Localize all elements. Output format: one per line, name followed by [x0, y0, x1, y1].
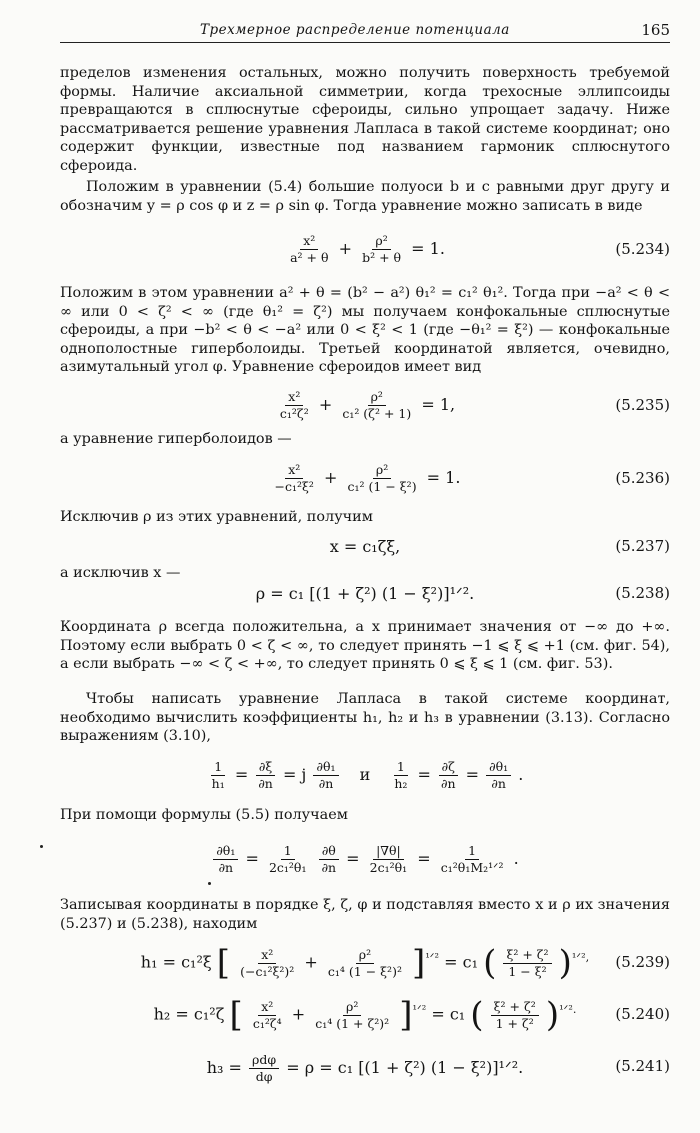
- equation-5-238: ρ = c₁ [(1 + ζ²) (1 − ξ²)]¹ᐟ².: [255, 583, 475, 603]
- fraction: $\frac{\text{x²}}{\text{c₁²ζ²}}$: [279, 388, 309, 421]
- running-header: [60, 20, 670, 43]
- fraction: $\frac{1}{\text{h₂}}$: [394, 758, 408, 791]
- equation-number: (5.235): [615, 396, 670, 414]
- paragraph-5: Исключив ρ из этих уравнений, получим: [60, 509, 373, 525]
- fraction: 1 c₁²θ₁M₂¹ᐟ²: [440, 842, 504, 875]
- equation-5-240: h₂ = c₁²ζ [ $\frac{\text{x²}}{\text{c₁²ζ⁴}}$ + $\frac{\text{ρ²}}{\text{c₁⁴ (1 + ζ²)²}}$ ]$^{^1ᐟ^2}$ = c₁ ( $\frac{\text{ξ² + ζ²}}{\text{1 + ζ²}}$ )$^{^1ᐟ^2.}$: [153, 995, 577, 1035]
- fraction: $\frac{\text{∂θ₁}}{\partial n}$: [486, 759, 511, 792]
- equation-number: (5.239): [615, 953, 670, 971]
- paragraph-2: Положим в уравнении (5.4) большие полуоси b и c равными друг другу и обозначим y = ρ cos φ и z = ρ sin φ. Тогда уравнение можно записать в виде: [60, 179, 670, 214]
- paragraph-9: При помощи формулы (5.5) получаем: [60, 807, 348, 823]
- running-header-title: Трехмерное распределение потенциала: [200, 22, 510, 38]
- fraction: $\frac{\text{ρ²}}{\text{c₁⁴ (1 − ξ²)²}}$: [327, 946, 402, 979]
- page-number: 165: [641, 21, 670, 39]
- fraction: $\frac{\text{∂θ₁}}{\partial n}$: [213, 843, 238, 876]
- fraction: $\frac{\text{ρ²}}{\text{b² + θ}}$: [362, 232, 402, 265]
- fraction: $\frac{1}{\text{h₁}}$: [211, 758, 225, 791]
- fraction: $\frac{\partial\zeta}{\partial n}$: [438, 759, 459, 792]
- paragraph-3: Положим в этом уравнении a² + θ = (b² − a²) θ₁² = c₁² θ₁². Тогда при −a² < θ < ∞ или 0 < ζ² < ∞ (где θ₁² = ζ²) мы получаем конфокальные сплюснутые сфероиды, а при −b² < θ < −a² или 0 < ξ² < 1 (где −θ₁² = ξ²) — конфокальные однополостные гиперболоиды. Третьей координатой является, очевидно, азимутальный угол φ. Уравнение сфероидов имеет вид: [60, 285, 670, 376]
- paragraph-10: Записывая координаты в порядке ξ, ζ, φ и подставляя вместо x и ρ их значения (5.237) и (5.238), находим: [60, 897, 670, 932]
- fraction: $\frac{\text{ρ²}}{\text{c₁² (ζ² + 1)}}$: [342, 388, 412, 421]
- fraction: $\frac{\partial\xi}{\partial n}$: [255, 759, 276, 792]
- fraction: ρdφ dφ: [249, 1052, 279, 1085]
- equation-5-239: h₁ = c₁²ξ [ $\frac{\text{x²}}{\text{(−c₁²ξ²)²}}$ + $\frac{\text{ρ²}}{\text{c₁⁴ (1 − ξ²)²}}$ ]$^{^1ᐟ^2}$ = c₁ ( $\frac{\text{ξ² + ζ²}}{\text{1 − ξ²}}$ )$^{^1ᐟ^2,}$: [140, 943, 590, 983]
- paragraph-7: Координата ρ всегда положительна, а x принимает значения от −∞ до +∞. Поэтому если выбрать 0 < ζ < ∞, то следует принять −1 ⩽ ξ ⩽ +1 (см. фиг. 54), а если выбрать −∞ < ζ < +∞, то следует принять 0 ⩽ ξ ⩽ 1 (см. фиг. 53).: [60, 619, 670, 673]
- equation-number: (5.240): [615, 1005, 670, 1023]
- paragraph-8: Чтобы написать уравнение Лапласа в такой системе координат, необходимо вычислить коэффициенты h₁, h₂ и h₃ в уравнении (3.13). Согласно выражениям (3.10),: [60, 691, 670, 745]
- equation-5-236: $\frac{\text{x²}}{\text{−c₁²ξ²}}$ + $\frac{\text{ρ²}}{\text{c₁² (1 − ξ²)}}$ = 1.: [60, 456, 670, 500]
- paragraph-6: а исключив x —: [60, 565, 181, 581]
- fraction: $\frac{\text{x²}}{\text{a² + θ}}$: [290, 232, 329, 265]
- equation-5-234: $\frac{\text{x²}}{\text{a² + θ}}$ + $\frac{\text{ρ²}}{\text{b² + θ}}$ = 1.: [60, 228, 670, 270]
- equation-h-coefficients: $\frac{1}{\text{h₁}}$ = $\frac{\partial\xi}{\partial n}$ = j $\frac{\text{∂θ₁}}{\partial n}$ и $\frac{1}{\text{h₂}}$ = $\frac{\partial\zeta}{\partial n}$ = $\frac{\text{∂θ₁}}{\partial n}$ .: [60, 752, 670, 798]
- fraction: $\frac{\text{ρ²}}{\text{c₁⁴ (1 + ζ²)²}}$: [315, 998, 390, 1031]
- equation-dtheta: $\frac{\text{∂θ₁}}{\partial n}$ = $\frac{1}{\text{2c₁²θ₁}}$ $\frac{\partial\theta}{\partial n}$ = $\frac{|\nabla\theta|}{\text{2c₁²θ₁}}$ = 1 c₁²θ₁M₂¹ᐟ² .: [60, 836, 670, 882]
- fraction: $\frac{1}{\text{2c₁²θ₁}}$: [268, 842, 307, 875]
- paragraph-4: а уравнение гиперболоидов —: [60, 431, 292, 447]
- fraction: $\frac{\partial\theta}{\partial n}$: [319, 843, 340, 876]
- equation-5-241: h₃ = ρdφ dφ = ρ = c₁ [(1 + ζ²) (1 − ξ²)]¹ᐟ².: [206, 1051, 524, 1084]
- paragraph-1: пределов изменения остальных, можно получить поверхность требуемой формы. Наличие аксиальной симметрии, когда трехосные эллипсоиды превращаются в сплюснутые сфероиды, сильно упрощает задачу. Ниже рассматривается решение уравнения Лапласа в такой системе координат; оно содержит функции, известные под названием гармоник сплюснутого сфероида.: [60, 65, 670, 174]
- fraction: $\frac{\text{ρ²}}{\text{c₁² (1 − ξ²)}}$: [347, 461, 417, 494]
- equation-number: (5.237): [615, 537, 670, 555]
- print-speck: [208, 882, 211, 885]
- equation-number: (5.241): [615, 1057, 670, 1075]
- equation-5-235: $\frac{\text{x²}}{\text{c₁²ζ²}}$ + $\frac{\text{ρ²}}{\text{c₁² (ζ² + 1)}}$ = 1,: [60, 383, 670, 427]
- fraction: $\frac{\text{x²}}{\text{−c₁²ξ²}}$: [274, 461, 314, 494]
- fraction: $\frac{\text{x²}}{\text{c₁²ζ⁴}}$: [252, 998, 282, 1031]
- print-speck: [40, 845, 43, 848]
- fraction: $\frac{\text{ξ² + ζ²}}{\text{1 − ξ²}}$: [503, 947, 551, 980]
- fraction: $\frac{\text{∂θ₁}}{\partial n}$: [313, 759, 338, 792]
- equation-5-237: x = c₁ζξ,: [329, 536, 401, 556]
- fraction: $\frac{\text{x²}}{\text{(−c₁²ξ²)²}}$: [240, 946, 295, 979]
- equation-number: (5.234): [615, 240, 670, 258]
- equation-number: (5.238): [615, 584, 670, 602]
- fraction: $\frac{\text{ξ² + ζ²}}{\text{1 + ζ²}}$: [491, 999, 539, 1032]
- fraction: $\frac{|\nabla\theta|}{\text{2c₁²θ₁}}$: [369, 842, 408, 875]
- equation-number: (5.236): [615, 469, 670, 487]
